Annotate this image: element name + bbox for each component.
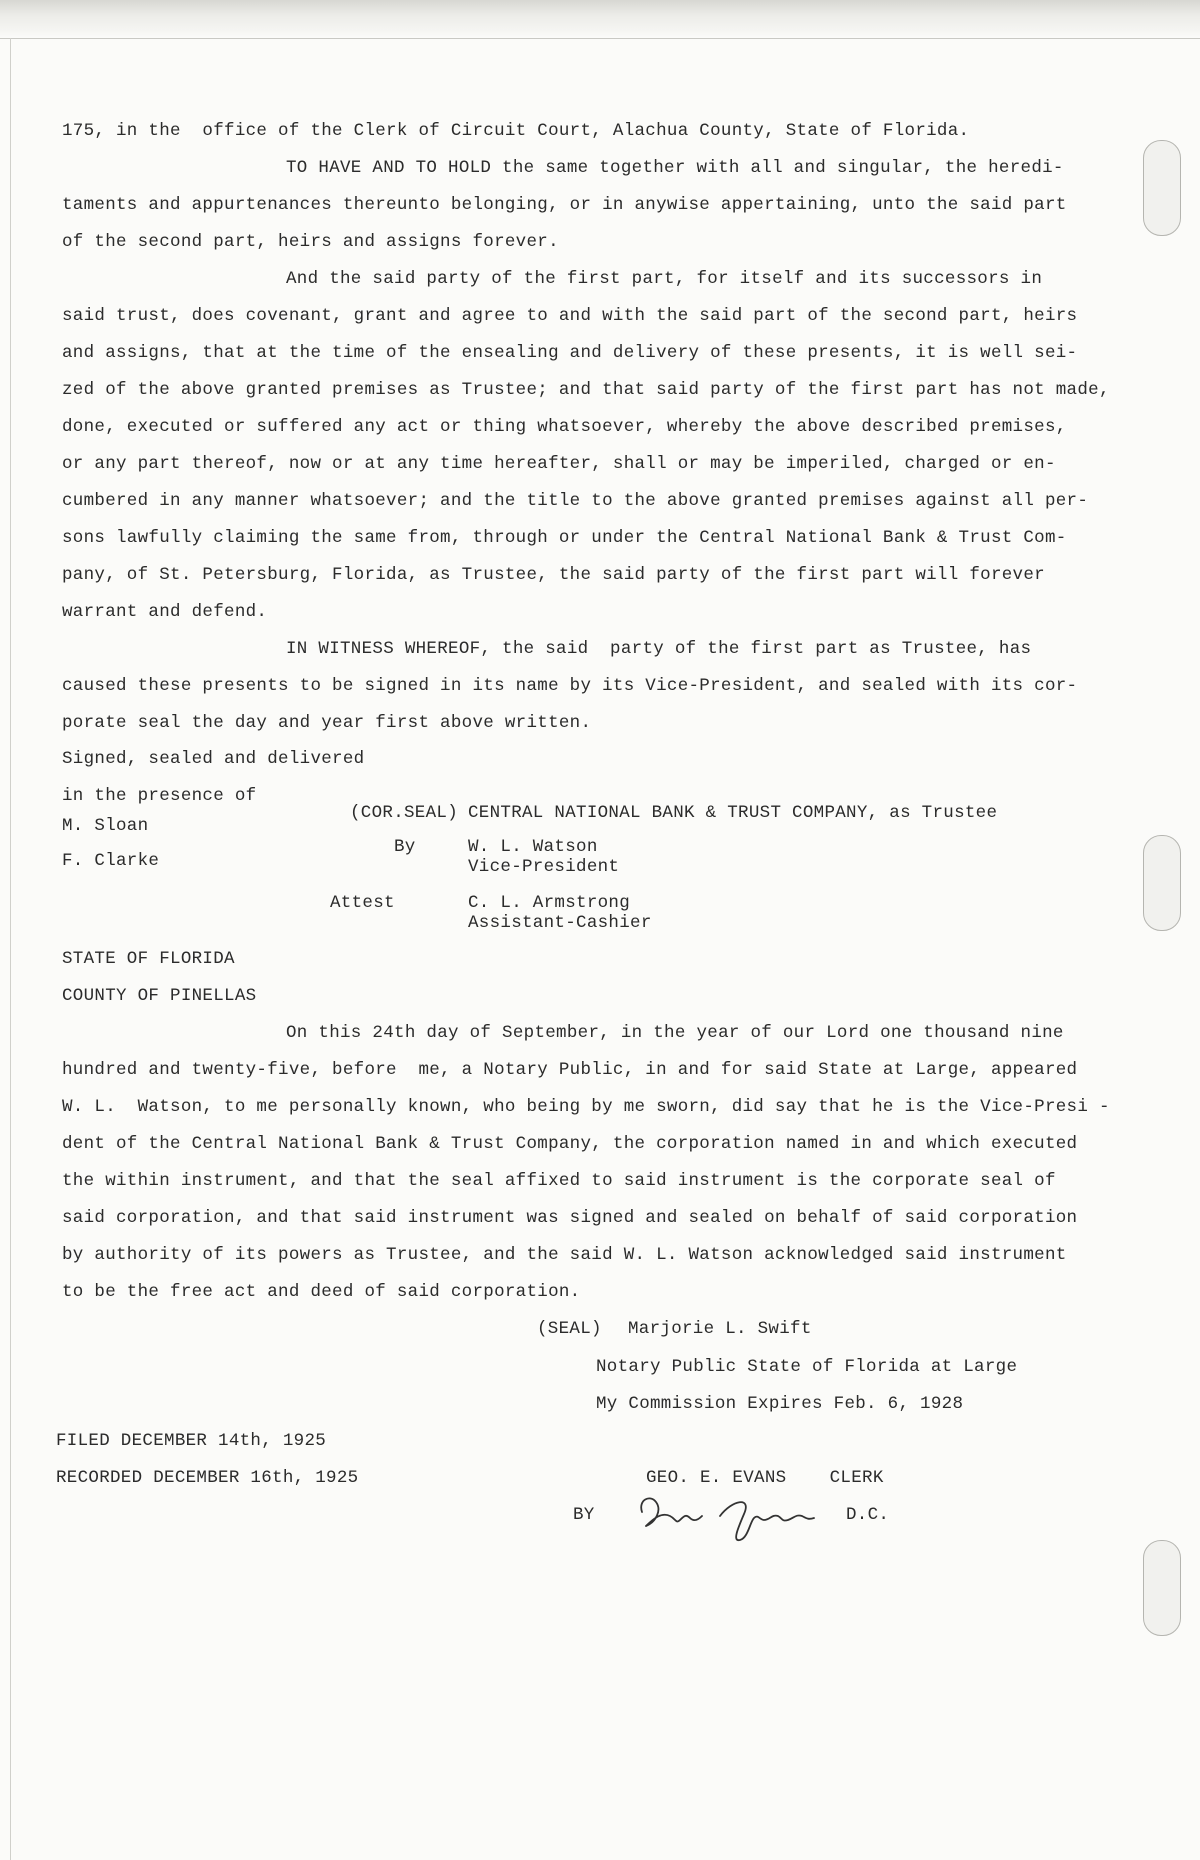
recorded-date: RECORDED DECEMBER 16th, 1925	[56, 1468, 359, 1488]
notary-line: said corporation, and that said instrument was signed and sealed on behalf of said corporation	[62, 1208, 1078, 1228]
attest-label: Attest	[330, 893, 395, 913]
body-line: porate seal the day and year first above written.	[62, 713, 592, 733]
signer-name: W. L. Watson	[468, 837, 598, 857]
attest-name: C. L. Armstrong	[468, 893, 631, 913]
signer-title: Vice-President	[468, 857, 620, 877]
notary-line: dent of the Central National Bank & Trust Company, the corporation named in and which executed	[62, 1134, 1078, 1154]
body-line: done, executed or suffered any act or thing whatsoever, whereby the above described premises,	[62, 417, 1067, 437]
notary-title: Notary Public State of Florida at Large	[596, 1357, 1018, 1377]
body-line: taments and appurtenances thereunto belonging, or in anywise appertaining, unto the said part	[62, 195, 1067, 215]
witness-name: F. Clarke	[62, 851, 160, 871]
attest-title: Assistant-Cashier	[468, 913, 652, 933]
body-line: zed of the above granted premises as Trustee; and that said party of the first part has not made,	[62, 380, 1110, 400]
body-line: 175, in the office of the Clerk of Circuit Court, Alachua County, State of Florida.	[62, 121, 970, 141]
body-line: IN WITNESS WHEREOF, the said party of the first part as Trustee, has	[286, 639, 1032, 659]
body-line: or any part thereof, now or at any time hereafter, shall or may be imperiled, charged or en-	[62, 454, 1056, 474]
notary-name: Marjorie L. Swift	[628, 1319, 812, 1339]
filed-date: FILED DECEMBER 14th, 1925	[56, 1431, 327, 1451]
body-line: And the said party of the first part, for itself and its successors in	[286, 269, 1043, 289]
body-line: of the second part, heirs and assigns forever.	[62, 232, 559, 252]
notary-line: by authority of its powers as Trustee, and the said W. L. Watson acknowledged said instrument	[62, 1245, 1067, 1265]
company-name: CENTRAL NATIONAL BANK & TRUST COMPANY, as Trustee	[468, 803, 998, 823]
clerk-name: GEO. E. EVANS CLERK	[646, 1468, 884, 1488]
punch-hole	[1143, 140, 1181, 236]
body-line: sons lawfully claiming the same from, through or under the Central National Bank & Trust Com-	[62, 528, 1067, 548]
notary-line: hundred and twenty-five, before me, a Notary Public, in and for said State at Large, appeared	[62, 1060, 1078, 1080]
body-line: and assigns, that at the time of the ensealing and delivery of these presents, it is well sei-	[62, 343, 1078, 363]
notary-commission: My Commission Expires Feb. 6, 1928	[596, 1394, 964, 1414]
notary-line: to be the free act and deed of said corporation.	[62, 1282, 581, 1302]
witness-heading: Signed, sealed and delivered	[62, 749, 365, 769]
body-line: caused these presents to be signed in its name by its Vice-President, and sealed with its cor-	[62, 676, 1078, 696]
body-line: cumbered in any manner whatsoever; and the title to the above granted premises against all per-	[62, 491, 1089, 511]
body-line: TO HAVE AND TO HOLD the same together with all and singular, the heredi-	[286, 158, 1064, 178]
body-line: warrant and defend.	[62, 602, 268, 622]
by-label: BY	[573, 1505, 595, 1525]
notary-line: W. L. Watson, to me personally known, who being by me sworn, did say that he is the Vice-Presi -	[62, 1097, 1110, 1117]
corporate-seal-label: (COR.SEAL)	[350, 803, 459, 823]
by-label: By	[394, 837, 416, 857]
punch-hole	[1143, 835, 1181, 931]
notary-line: On this 24th day of September, in the year of our Lord one thousand nine	[286, 1023, 1064, 1043]
witness-heading: in the presence of	[62, 786, 257, 806]
venue-state: STATE OF FLORIDA	[62, 949, 235, 969]
deputy-clerk-signature	[632, 1482, 842, 1548]
punch-hole	[1143, 1540, 1181, 1636]
witness-name: M. Sloan	[62, 816, 149, 836]
notary-line: the within instrument, and that the seal affixed to said instrument is the corporate seal of	[62, 1171, 1056, 1191]
scan-top-edge	[0, 0, 1200, 39]
body-line: pany, of St. Petersburg, Florida, as Trustee, the said party of the first part will forever	[62, 565, 1045, 585]
notary-seal-label: (SEAL)	[537, 1319, 602, 1339]
scan-left-edge	[10, 38, 11, 1860]
deputy-clerk-label: D.C.	[846, 1505, 890, 1525]
venue-county: COUNTY OF PINELLAS	[62, 986, 257, 1006]
body-line: said trust, does covenant, grant and agree to and with the said part of the second part, heirs	[62, 306, 1078, 326]
